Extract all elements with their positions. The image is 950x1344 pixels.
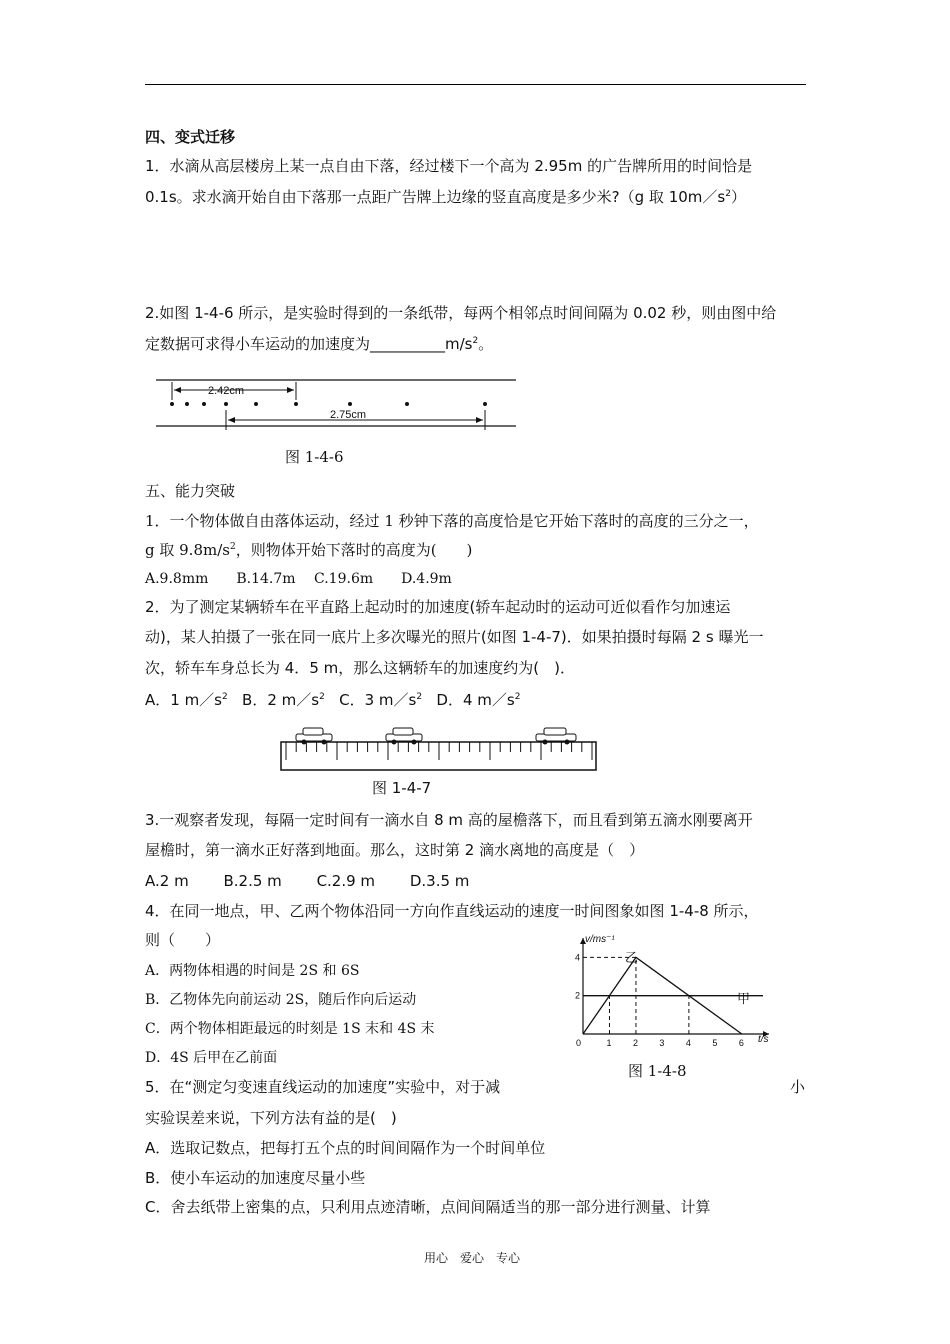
paper-tape-figure xyxy=(150,370,520,438)
s4-q2-line2: 定数据可求得小车运动的加速度为$\_\_\_\_\_\_\_\_\_\_m/s^2$。 xyxy=(145,335,494,353)
x-tick-label: 2 xyxy=(632,1038,638,1048)
y-axis-label: v/ms⁻¹ xyxy=(585,934,615,945)
tape-dot xyxy=(202,402,206,406)
option-b: B．2 m／s xyxy=(242,691,320,709)
s5-q5-line1b: 小 xyxy=(790,1078,806,1096)
vt-axes xyxy=(580,938,769,1037)
s5-q5-option-a: A．选取记数点，把每打五个点的时间间隔作为一个时间单位 xyxy=(145,1139,546,1157)
page-footer: 用心 爱心 专心 xyxy=(424,1251,521,1265)
s5-q3-line1: 3.一观察者发现，每隔一定时间有一滴水自 8 m 高的屋檐落下，而且看到第五滴水刚要离开 xyxy=(145,811,753,829)
s4-q1-line1: 1．水滴从高层楼房上某一点自由下落，经过楼下一个高为 2.95m 的广告牌所用的时间恰是 xyxy=(145,157,753,175)
s5-q2-options: A．1 $m/s^2$ B．2 $m/s^2$ C．3 $m/s^2$ D．4 $m/s^2$ xyxy=(145,691,521,709)
tape-dot xyxy=(170,402,174,406)
x-tick-label: 4 xyxy=(685,1038,691,1048)
s5-q4-option-d: D．4S 后甲在乙前面 xyxy=(145,1050,278,1066)
s5-q1-line1: 1．一个物体做自由落体运动，经过 1 秒钟下落的高度恰是它开始下落时的高度的三分之一， xyxy=(145,512,759,530)
car-ruler-figure xyxy=(278,722,600,774)
tape-label-top: 2.42cm xyxy=(208,385,245,397)
fig147-caption: 图 1-4-7 xyxy=(372,779,432,797)
s5-q5-option-b: B．使小车运动的加速度尽量小些 xyxy=(145,1169,366,1187)
tape-dot xyxy=(185,402,189,406)
s5-q1-options: A.9.8mm B.14.7m C.19.6m D.4.9m xyxy=(145,571,452,587)
y-tick-label: 4 xyxy=(575,952,581,963)
option-d: D．4 m／s xyxy=(436,691,515,709)
tape-label-bottom: 2.75cm xyxy=(330,409,367,421)
s5-q2-line2: 动)，某人拍摄了一张在同一底片上多次曝光的照片(如图 1-4-7)．如果拍摄时每隔 2 s 曝光一 xyxy=(145,628,764,646)
s5-q2-line3: 次，轿车车身总长为 4．5 m，那么这辆轿车的加速度约为( )． xyxy=(145,659,575,677)
tape-dot xyxy=(348,402,352,406)
y-tick-label: 2 xyxy=(575,990,581,1001)
s5-q3-line2: 屋檐时，第一滴水正好落到地面。那么，这时第 2 滴水离地的高度是（ ） xyxy=(145,841,645,859)
header-rule xyxy=(145,84,806,85)
tape-dot xyxy=(483,402,487,406)
s5-q2-line1: 2．为了测定某辆轿车在平直路上起动时的加速度(轿车起动时的运动可近似看作匀加速运 xyxy=(145,598,731,616)
section4-title: 四、变式迁移 xyxy=(145,128,236,146)
tape-dot xyxy=(254,402,258,406)
option-a: A．1 m／s xyxy=(145,691,222,709)
tape-dot xyxy=(224,402,228,406)
x-tick-label: 1 xyxy=(606,1038,612,1048)
fig148-caption: 图 1-4-8 xyxy=(628,1062,687,1080)
fig146-caption: 图 1-4-6 xyxy=(285,448,344,466)
s4-q2-line1: 2.如图 1-4-6 所示，是实验时得到的一条纸带，每两个相邻点时间间隔为 0.02 秒，则由图中给 xyxy=(145,304,777,322)
s5-q4-option-c: C．两个物体相距最远的时刻是 1S 末和 4S 末 xyxy=(145,1021,435,1037)
vt-graph xyxy=(565,930,780,1050)
tape-dot xyxy=(294,402,298,406)
s5-q4-option-b: B．乙物体先向前运动 2S，随后作向后运动 xyxy=(145,992,417,1008)
series-label-jia: 甲 xyxy=(737,991,751,1006)
option-b: B.2.5 m xyxy=(223,872,282,890)
s5-q3-options xyxy=(145,871,469,891)
option-c: C.2.9 m xyxy=(316,872,376,890)
s5-q4-line2: 则（ ） xyxy=(145,931,221,949)
x-tick-label: 6 xyxy=(738,1038,744,1048)
s5-q4-line1: 4．在同一地点，甲、乙两个物体沿同一方向作直线运动的速度一时间图象如图 1-4-8 所示， xyxy=(145,902,759,920)
s5-q1-line2: g 取 $9.8m/s^2$，则物体开始下落时的高度为( ) xyxy=(145,541,473,559)
s5-q5-line2: 实验误差来说，下列方法有益的是( ) xyxy=(145,1109,397,1127)
s5-q4-option-a: A．两物体相遇的时间是 2S 和 6S xyxy=(145,963,360,979)
x-tick-label: 0 xyxy=(576,1038,582,1048)
s5-q5-line1a: 5．在“测定匀变速直线运动的加速度”实验中，对于减 xyxy=(145,1078,501,1096)
s4-q1-line2: 0.1s。求水滴开始自由下落那一点距广告牌上边缘的竖直高度是多少米?（g 取 $10m/s^2$） xyxy=(145,188,746,206)
s5-q5-option-c: C．舍去纸带上密集的点，只利用点迹清晰，点间间隔适当的那一部分进行测量、计算 xyxy=(145,1198,711,1216)
section5-title: 五、能力突破 xyxy=(145,482,236,500)
x-tick-label: 5 xyxy=(712,1038,718,1048)
series-label-yi: 乙 xyxy=(625,950,639,965)
option-c: C．3 m／s xyxy=(339,691,417,709)
x-tick-label: 3 xyxy=(659,1038,665,1048)
option-d: D.3.5 m xyxy=(409,872,470,890)
tape-dot xyxy=(405,402,409,406)
option-a: A.2 m xyxy=(145,872,189,890)
x-axis-label: t/s xyxy=(758,1034,769,1045)
